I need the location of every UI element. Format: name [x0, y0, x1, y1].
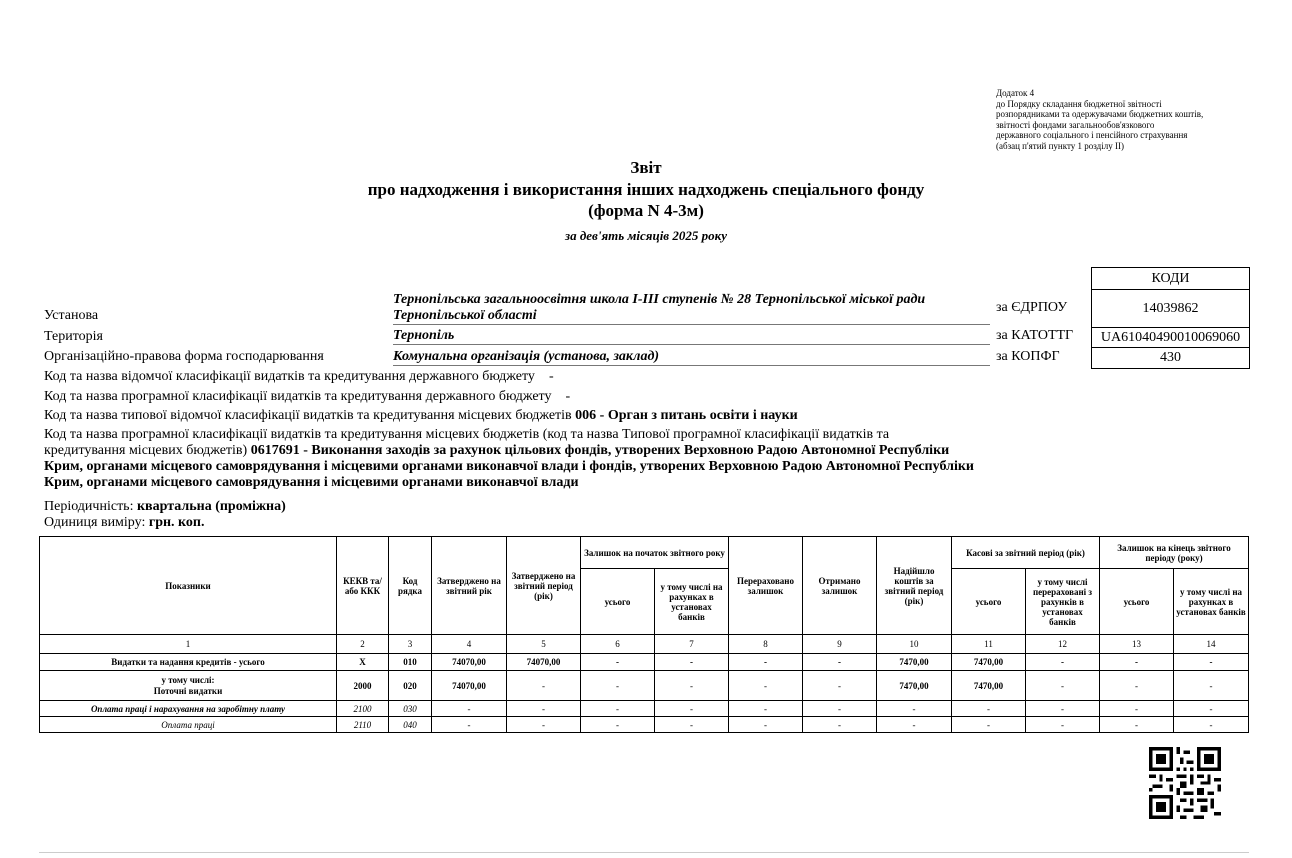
- header-received-balance: Отримано залишок: [803, 537, 877, 635]
- cell-cash-total: 7470,00: [952, 654, 1026, 671]
- periodicity: [44, 499, 1044, 515]
- cell-received: -: [803, 671, 877, 701]
- cell-received: -: [803, 701, 877, 717]
- cell-cash-transferred: -: [1026, 654, 1100, 671]
- codes-header: КОДИ: [1092, 268, 1249, 290]
- cell-balance-end-banks: -: [1174, 717, 1249, 733]
- unit-value: грн. коп.: [148, 515, 205, 530]
- cell-received-funds: 7470,00: [877, 654, 952, 671]
- row-code: 030: [389, 701, 432, 717]
- org-form-value: Комунальна організація (установа, заклад): [393, 349, 990, 366]
- page-divider: [39, 852, 1249, 853]
- header-indicators: Показники: [40, 537, 337, 635]
- cell-balance-start-total: -: [581, 654, 655, 671]
- row-name-line: Поточні видатки: [153, 685, 223, 696]
- cell-balance-end-total: -: [1100, 671, 1174, 701]
- report-table: [39, 536, 1249, 733]
- header-balance-start: Залишок на початок звітного року: [581, 537, 729, 569]
- col-number: 9: [803, 635, 877, 654]
- cell-balance-end-banks: -: [1174, 654, 1249, 671]
- local-prog-label-text: кредитування місцевих бюджетів): [44, 443, 248, 458]
- report-period: за дев'ять місяців 2025 року: [565, 228, 727, 243]
- local-prog-value-line: 0617691 - Виконання заходів за рахунок цільових фондів, утворених Верховною Радою Автономної Республіки: [250, 443, 950, 458]
- annex-line: державного соціального і пенсійного страхування: [996, 130, 1188, 140]
- codes-box: [1091, 267, 1250, 369]
- edrpou-label: за ЄДРПОУ: [996, 300, 1068, 315]
- cell-balance-start-banks: -: [655, 701, 729, 717]
- cell-balance-end-banks: -: [1174, 701, 1249, 717]
- kopfg-label: за КОПФГ: [996, 349, 1060, 364]
- cell-cash-total: -: [952, 717, 1026, 733]
- cell-cash-total: -: [952, 701, 1026, 717]
- kopfg-code: 430: [1160, 350, 1181, 365]
- row-kekv: 2000: [337, 671, 389, 701]
- header-received-funds: Надійшло коштів за звітний період (рік): [877, 537, 952, 635]
- col-number: 8: [729, 635, 803, 654]
- col-number: 7: [655, 635, 729, 654]
- cell-balance-end-total: -: [1100, 717, 1174, 733]
- local-prog-value-line: Крим, органами місцевого самоврядування і місцевими органами виконавчої влади і фондів, утворених Верховною Радою Автономної Республіки: [44, 459, 974, 474]
- row-name: Оплата праці і нарахування на заробітну плату: [40, 701, 337, 717]
- cell-cash-transferred: -: [1026, 717, 1100, 733]
- row-name: Оплата праці: [40, 717, 337, 733]
- row-kekv: 2100: [337, 701, 389, 717]
- cell-transferred: -: [729, 671, 803, 701]
- state-dept-value: -: [548, 369, 554, 384]
- col-number: 12: [1026, 635, 1100, 654]
- cell-transferred: -: [729, 654, 803, 671]
- cell-balance-end-total: -: [1100, 701, 1174, 717]
- table-row: [40, 717, 1249, 733]
- header-kekv: КЕКВ та/або ККК: [337, 537, 389, 635]
- katottg-code: UA61040490010069060: [1092, 328, 1249, 348]
- cell-cash-transferred: -: [1026, 701, 1100, 717]
- local-prog-value-line: Крим, органами місцевого самоврядування і місцевими органами виконавчої влади: [44, 475, 579, 490]
- cell-approved-period: 74070,00: [507, 654, 581, 671]
- col-number: 11: [952, 635, 1026, 654]
- cell-balance-start-total: -: [581, 717, 655, 733]
- header-balance-end: Залишок на кінець звітного періоду (року): [1100, 537, 1249, 569]
- cell-received: -: [803, 654, 877, 671]
- col-number: 6: [581, 635, 655, 654]
- periodicity-label: Періодичність:: [44, 499, 134, 514]
- state-prog-label: Код та назва програмної класифікації видатків та кредитування державного бюджету: [44, 389, 552, 404]
- cell-cash-total: 7470,00: [952, 671, 1026, 701]
- row-name: Видатки та надання кредитів - усього: [40, 654, 337, 671]
- header-row-code: Код рядка: [389, 537, 432, 635]
- header-approved-year: Затверджено на звітний рік: [432, 537, 507, 635]
- annex-line: розпорядниками та одержувачами бюджетних коштів,: [996, 109, 1204, 119]
- col-number: 5: [507, 635, 581, 654]
- table-row: [40, 671, 1249, 701]
- column-number-row: [40, 635, 1249, 654]
- col-number: 4: [432, 635, 507, 654]
- cell-cash-transferred: -: [1026, 671, 1100, 701]
- header-cash-expenses: Касові за звітний період (рік): [952, 537, 1100, 569]
- cell-approved-year: -: [432, 701, 507, 717]
- col-number: 13: [1100, 635, 1174, 654]
- cell-approved-period: -: [507, 701, 581, 717]
- cell-balance-start-total: -: [581, 671, 655, 701]
- row-name: [40, 671, 337, 701]
- annex-line: (абзац п'ятий пункту 1 розділу II): [996, 140, 1124, 151]
- state-prog-classification: [44, 389, 1044, 405]
- header-transferred-balance: Перераховано залишок: [729, 537, 803, 635]
- cell-received: -: [803, 717, 877, 733]
- table-row: [40, 701, 1249, 717]
- cell-approved-period: -: [507, 717, 581, 733]
- cell-approved-year: 74070,00: [432, 654, 507, 671]
- annex-note: [996, 88, 1256, 151]
- col-number: 1: [40, 635, 337, 654]
- row-code: 010: [389, 654, 432, 671]
- col-number: 3: [389, 635, 432, 654]
- row-kekv: X: [337, 654, 389, 671]
- unit-label: Одиниця виміру:: [44, 515, 146, 530]
- header-transferred-in-banks: у тому числі перераховані з рахунків в установах банків: [1026, 569, 1100, 635]
- state-prog-value: -: [565, 389, 571, 404]
- cell-approved-year: 74070,00: [432, 671, 507, 701]
- cell-transferred: -: [729, 717, 803, 733]
- cell-received-funds: -: [877, 717, 952, 733]
- row-kekv: 2110: [337, 717, 389, 733]
- qr-code-icon: [1149, 747, 1221, 819]
- header-in-banks: у тому числі на рахунках в установах банків: [655, 569, 729, 635]
- local-dept-label: Код та назва типової відомчої класифікації видатків та кредитування місцевих бюджетів: [44, 408, 572, 423]
- header-total-2: усього: [952, 569, 1026, 635]
- report-form-number: (форма N 4-3м): [588, 201, 704, 220]
- cell-balance-end-banks: -: [1174, 671, 1249, 701]
- institution-value-line: Тернопільської області: [393, 308, 537, 323]
- cell-approved-year: -: [432, 717, 507, 733]
- local-prog-label-line: Код та назва програмної класифікації видатків та кредитування місцевих бюджетів (код та назва Типової програмної класифікації видатків та: [44, 427, 890, 442]
- header-total-3: усього: [1100, 569, 1174, 635]
- state-dept-label: Код та назва відомчої класифікації видатків та кредитування державного бюджету: [44, 369, 535, 384]
- state-dept-classification: [44, 369, 1044, 385]
- territory-value: Тернопіль: [393, 328, 990, 345]
- header-approved-period: Затверджено на звітний період (рік): [507, 537, 581, 635]
- institution-label: Установа: [44, 308, 99, 323]
- cell-transferred: -: [729, 701, 803, 717]
- local-prog-label-line-2: [44, 443, 1044, 459]
- cell-received-funds: 7470,00: [877, 671, 952, 701]
- local-prog-classification: [44, 427, 1044, 491]
- row-name-line: у тому числі:: [161, 674, 215, 685]
- annex-line: Додаток 4: [996, 88, 1035, 98]
- annex-line: звітності фондами загальнообов'язкового: [996, 119, 1155, 130]
- report-title: Звіт: [630, 158, 662, 177]
- row-code: 040: [389, 717, 432, 733]
- periodicity-value: квартальна (проміжна): [136, 499, 286, 514]
- katottg-label: за КАТОТТГ: [996, 328, 1074, 343]
- annex-line: до Порядку складання бюджетної звітності: [996, 98, 1162, 109]
- institution-value: [393, 292, 990, 325]
- col-number: 14: [1174, 635, 1249, 654]
- unit: [44, 515, 1044, 531]
- report-subtitle: про надходження і використання інших надходжень спеціального фонду: [367, 180, 925, 199]
- cell-balance-start-banks: -: [655, 717, 729, 733]
- edrpou-code: 14039862: [1092, 290, 1249, 328]
- col-number: 10: [877, 635, 952, 654]
- table-row: [40, 654, 1249, 671]
- cell-balance-start-banks: -: [655, 654, 729, 671]
- local-dept-value: 006 - Орган з питань освіти і науки: [575, 408, 798, 423]
- territory-label: Територія: [44, 329, 103, 344]
- cell-balance-end-total: -: [1100, 654, 1174, 671]
- institution-value-line: Тернопільська загальноосвітня школа І-ІІІ ступенів № 28 Тернопільської міської ради: [393, 292, 926, 307]
- row-code: 020: [389, 671, 432, 701]
- header-in-banks-2: у тому числі на рахунках в установах банків: [1174, 569, 1249, 635]
- cell-received-funds: -: [877, 701, 952, 717]
- cell-approved-period: -: [507, 671, 581, 701]
- org-form-label: Організаційно-правова форма господарювання: [44, 349, 324, 364]
- cell-balance-start-total: -: [581, 701, 655, 717]
- cell-balance-start-banks: -: [655, 671, 729, 701]
- local-dept-classification: [44, 408, 1044, 424]
- header-total: усього: [581, 569, 655, 635]
- col-number: 2: [337, 635, 389, 654]
